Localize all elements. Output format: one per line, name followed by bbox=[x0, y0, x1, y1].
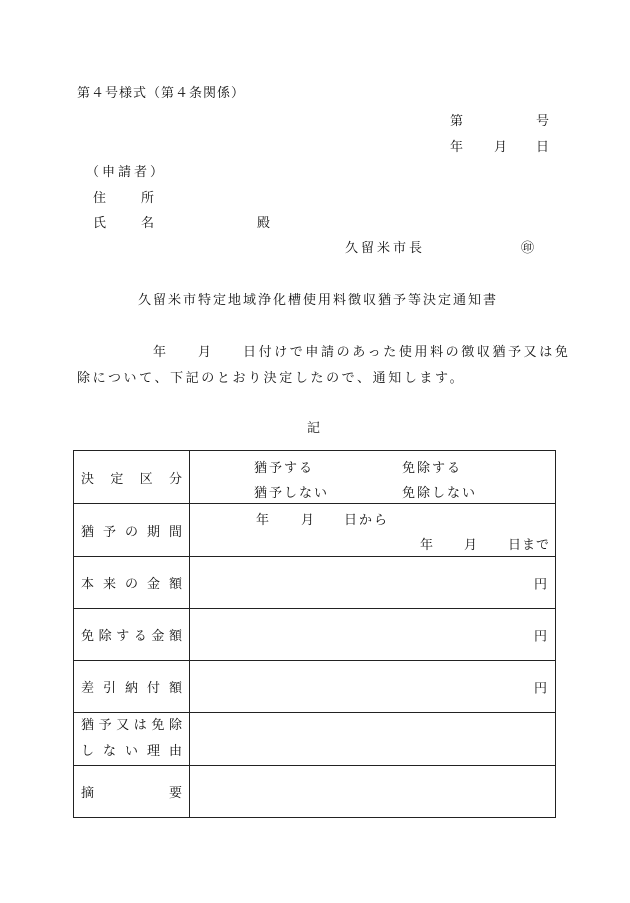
body-line1: 日付けで申請のあった使用料の徴収猶予又は免 bbox=[243, 345, 571, 360]
yen-unit: 円 bbox=[533, 629, 547, 644]
body-year: 年 bbox=[153, 345, 170, 360]
label-char: 又 bbox=[116, 718, 130, 733]
label-char: 除 bbox=[98, 629, 112, 644]
label-char: 引 bbox=[102, 681, 116, 696]
yen-unit: 円 bbox=[533, 681, 547, 696]
label-reason bbox=[74, 713, 190, 766]
option-exempt[interactable]: 免除する bbox=[402, 461, 463, 476]
label-decision bbox=[74, 451, 190, 504]
label-char: 由 bbox=[168, 744, 182, 759]
applicant-label: （申請者） bbox=[86, 165, 167, 180]
from-month: 月 bbox=[301, 513, 318, 528]
label-char: し bbox=[81, 744, 95, 759]
value-remarks[interactable] bbox=[190, 766, 556, 818]
label-char: の bbox=[124, 577, 138, 592]
label-char: 間 bbox=[168, 524, 182, 540]
issuer-title: 久留米市長 bbox=[345, 241, 426, 256]
label-char: 理 bbox=[146, 744, 160, 759]
body-month: 月 bbox=[198, 345, 215, 360]
label-char: 額 bbox=[168, 629, 182, 644]
value-original-amount[interactable] bbox=[190, 557, 556, 609]
label-net-payment bbox=[74, 661, 190, 713]
label-char: 額 bbox=[168, 681, 182, 696]
label-char: 金 bbox=[146, 577, 160, 592]
label-char: 区 bbox=[139, 471, 153, 487]
label-char: 納 bbox=[124, 681, 138, 696]
row-period bbox=[74, 504, 556, 557]
to-year: 年 bbox=[420, 538, 437, 553]
label-char: 免 bbox=[151, 718, 165, 733]
label-char: は bbox=[133, 718, 147, 733]
label-char: 差 bbox=[81, 681, 95, 696]
label-period bbox=[74, 504, 190, 557]
option-no-exempt[interactable]: 免除しない bbox=[402, 486, 478, 501]
label-char: い bbox=[124, 744, 138, 759]
body-line2: 除について、下記のとおり決定したので、通知します。 bbox=[77, 371, 466, 386]
name-label: 氏 名 bbox=[93, 216, 158, 231]
value-decision bbox=[190, 451, 556, 504]
label-char: 決 bbox=[81, 471, 95, 487]
date-month: 月 bbox=[494, 140, 511, 155]
option-defer[interactable]: 猶予する bbox=[254, 461, 315, 476]
value-period bbox=[190, 504, 556, 557]
to-month: 月 bbox=[464, 538, 481, 553]
label-char: 摘 bbox=[81, 786, 95, 801]
label-char: 分 bbox=[168, 471, 182, 487]
value-exempt-amount[interactable] bbox=[190, 609, 556, 661]
value-net-payment[interactable] bbox=[190, 661, 556, 713]
label-char: の bbox=[124, 524, 138, 540]
number-label-go: 号 bbox=[536, 114, 553, 129]
label-char: 予 bbox=[98, 718, 112, 733]
label-char: 除 bbox=[168, 718, 182, 733]
row-reason bbox=[74, 713, 556, 766]
label-char: 免 bbox=[81, 629, 95, 644]
row-decision bbox=[74, 451, 556, 504]
label-char: 本 bbox=[81, 577, 95, 592]
yen-unit: 円 bbox=[533, 577, 547, 592]
decision-table bbox=[73, 450, 556, 818]
label-char: る bbox=[133, 629, 147, 644]
label-char: 予 bbox=[102, 524, 116, 540]
label-exempt-amount bbox=[74, 609, 190, 661]
ki-heading: 記 bbox=[307, 421, 324, 436]
row-original-amount bbox=[74, 557, 556, 609]
label-char: 猶 bbox=[81, 718, 95, 733]
option-no-defer[interactable]: 猶予しない bbox=[254, 486, 330, 501]
label-char: す bbox=[116, 629, 130, 644]
document-title: 久留米市特定地域浄化槽使用料徴収猶予等決定通知書 bbox=[138, 293, 499, 308]
number-label-dai: 第 bbox=[450, 114, 467, 129]
to-day: 日まで bbox=[508, 538, 551, 553]
label-char: 猶 bbox=[81, 524, 95, 540]
label-original-amount bbox=[74, 557, 190, 609]
label-remarks bbox=[74, 766, 190, 818]
row-remarks bbox=[74, 766, 556, 818]
label-char: 付 bbox=[146, 681, 160, 696]
value-reason[interactable] bbox=[190, 713, 556, 766]
from-year: 年 bbox=[256, 513, 273, 528]
label-char: 額 bbox=[168, 577, 182, 592]
label-char: な bbox=[102, 744, 116, 759]
label-char: 要 bbox=[168, 786, 182, 801]
row-net-payment bbox=[74, 661, 556, 713]
address-label: 住 所 bbox=[93, 191, 158, 206]
honorific: 殿 bbox=[257, 216, 274, 231]
seal-mark: ㊞ bbox=[521, 241, 535, 256]
row-exempt-amount bbox=[74, 609, 556, 661]
label-char: 金 bbox=[151, 629, 165, 644]
label-char: 期 bbox=[146, 524, 160, 540]
date-year: 年 bbox=[450, 140, 467, 155]
form-number: 第４号様式（第４条関係） bbox=[77, 86, 246, 101]
from-day: 日から bbox=[344, 513, 390, 528]
label-char: 来 bbox=[102, 577, 116, 592]
label-char: 定 bbox=[110, 471, 124, 487]
date-day: 日 bbox=[536, 140, 553, 155]
